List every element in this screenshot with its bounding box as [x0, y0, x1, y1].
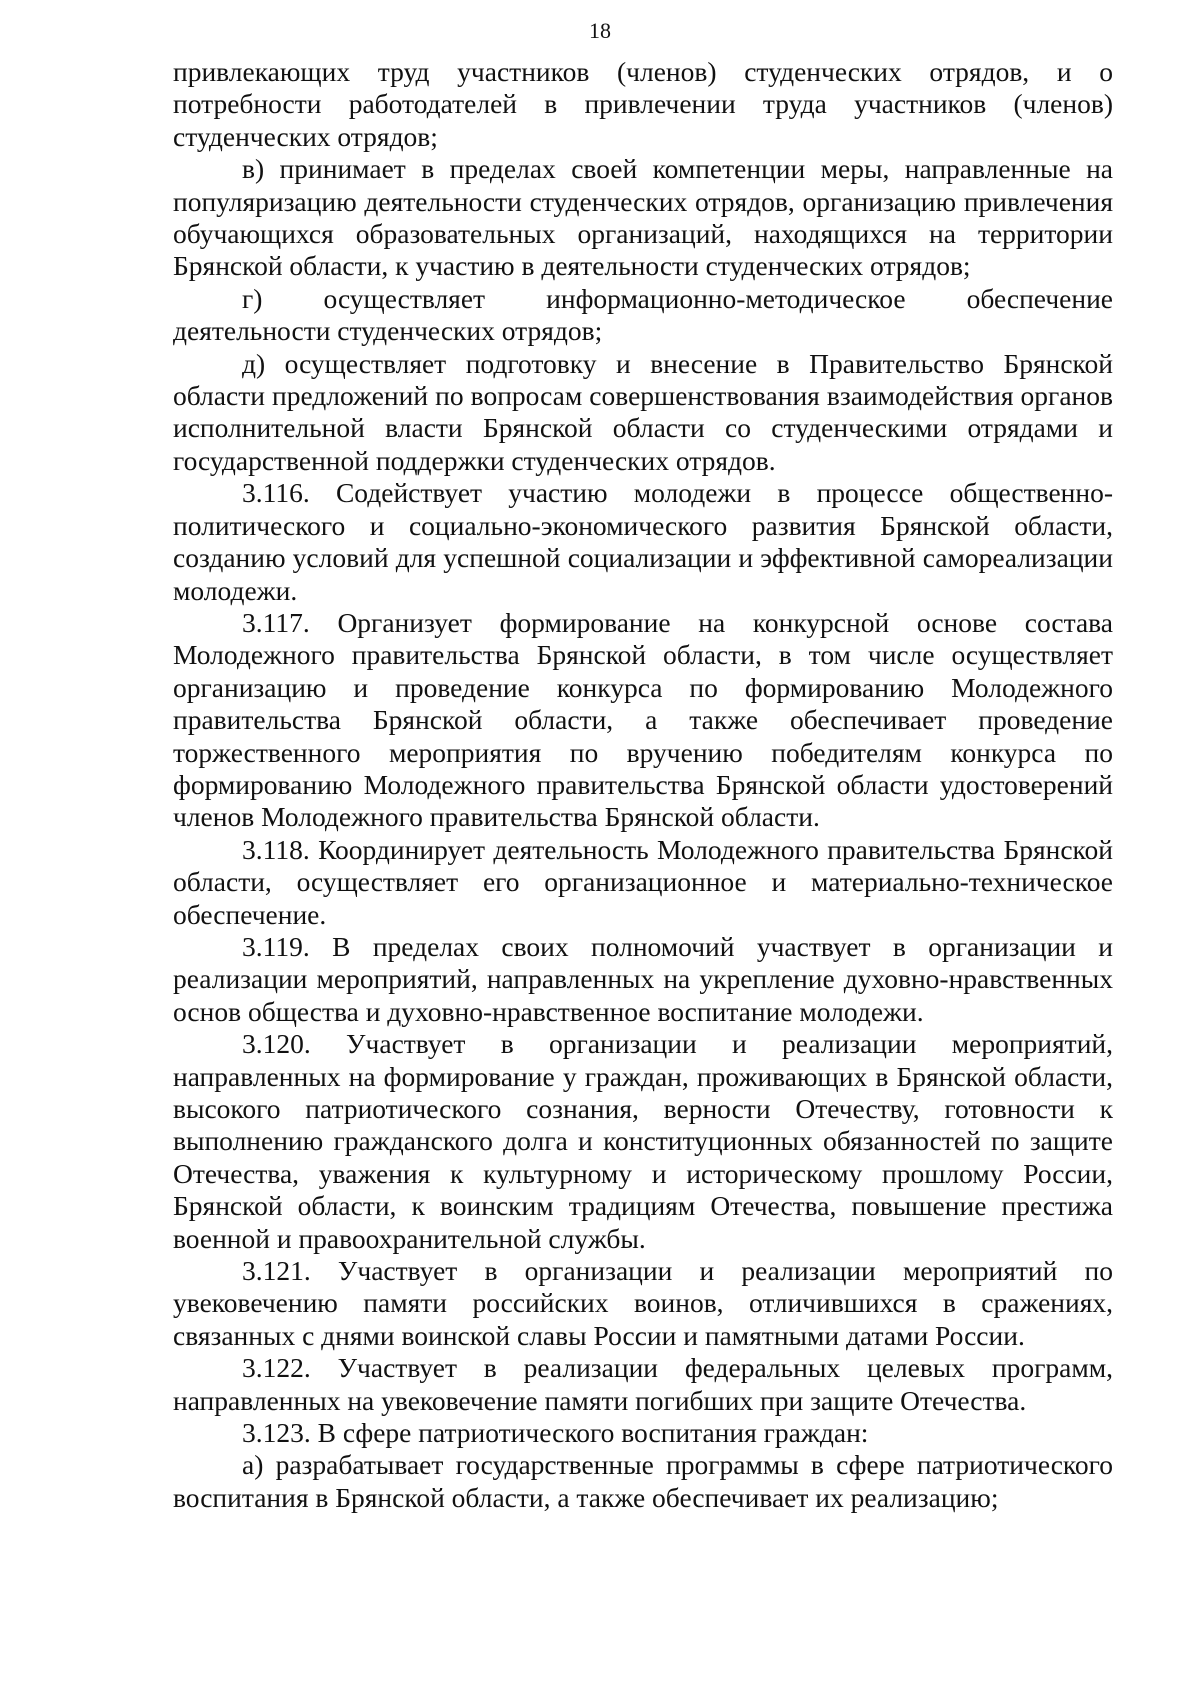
paragraph-item-g: г) осуществляет информационно-методическое обеспечение деятельности студенческих отрядов;	[173, 282, 1113, 347]
paragraph-3-121: 3.121. Участвует в организации и реализации мероприятий по увековечению памяти российских воинов, отличившихся в сражениях, связанных с днями воинской славы России и памятными датами России.	[173, 1255, 1113, 1351]
paragraph-item-a: а) разрабатывает государственные программы в сфере патриотического воспитания в Брянской области, а также обеспечивает их реализацию;	[173, 1449, 1113, 1513]
paragraph-3-119: 3.119. В пределах своих полномочий участвует в организации и реализации мероприятий, направленных на укрепление духовно-нравственных основ общества и духовно-нравственное воспитание молодежи.	[173, 930, 1113, 1027]
paragraph-3-123: 3.123. В сфере патриотического воспитания граждан:	[242, 1417, 869, 1449]
paragraph-3-120: 3.120. Участвует в организации и реализации мероприятий, направленных на формирование у граждан, проживающих в Брянской области, высокого патриотического сознания, верности Отечеству, готовности к выполнению гражданского долга и конституционных обязанностей по защите Отечества, уважения к культурному и историческому прошлому России, Брянской области, к воинским традициям Отечества, повышение престижа военной и правоохранительной службы.	[173, 1028, 1113, 1254]
paragraph-item-v: в) принимает в пределах своей компетенции меры, направленные на популяризацию деятельности студенческих отрядов, организацию привлечения обучающихся образовательных организаций, находящихся на территории Брянской области, к участию в деятельности студенческих отрядов;	[173, 153, 1113, 282]
paragraph-3-117: 3.117. Организует формирование на конкурсной основе состава Молодежного правительства Брянской области, в том числе осуществляет организацию и проведение конкурса по формированию Молодежного правительства Брянской области, а также обеспечивает проведение торжественного мероприятия по вручению победителям конкурса по формированию Молодежного правительства Брянской области удостоверений членов Молодежного правительства Брянской области.	[173, 606, 1113, 833]
paragraph-3-122: 3.122. Участвует в реализации федеральных целевых программ, направленных на увековечение памяти погибших при защите Отечества.	[173, 1352, 1113, 1416]
paragraph-3-118: 3.118. Координирует деятельность Молодежного правительства Брянской области, осуществляет его организационное и материально-техническое обеспечение.	[173, 833, 1113, 930]
paragraph-continuation: привлекающих труд участников (членов) студенческих отрядов, и о потребности работодателей в привлечении труда участников (членов) студенческих отрядов;	[173, 56, 1113, 152]
document-body	[173, 56, 1113, 1514]
paragraph-item-d: д) осуществляет подготовку и внесение в Правительство Брянской области предложений по вопросам совершенствования взаимодействия органов исполнительной власти Брянской области со студенческими отрядами и государственной поддержки студенческих отрядов.	[173, 347, 1113, 476]
paragraph-3-116: 3.116. Содействует участию молодежи в процессе общественно-политического и социально-экономического развития Брянской области, созданию условий для успешной социализации и эффективной самореализации молодежи.	[173, 477, 1113, 606]
page-number: 18	[589, 18, 611, 43]
